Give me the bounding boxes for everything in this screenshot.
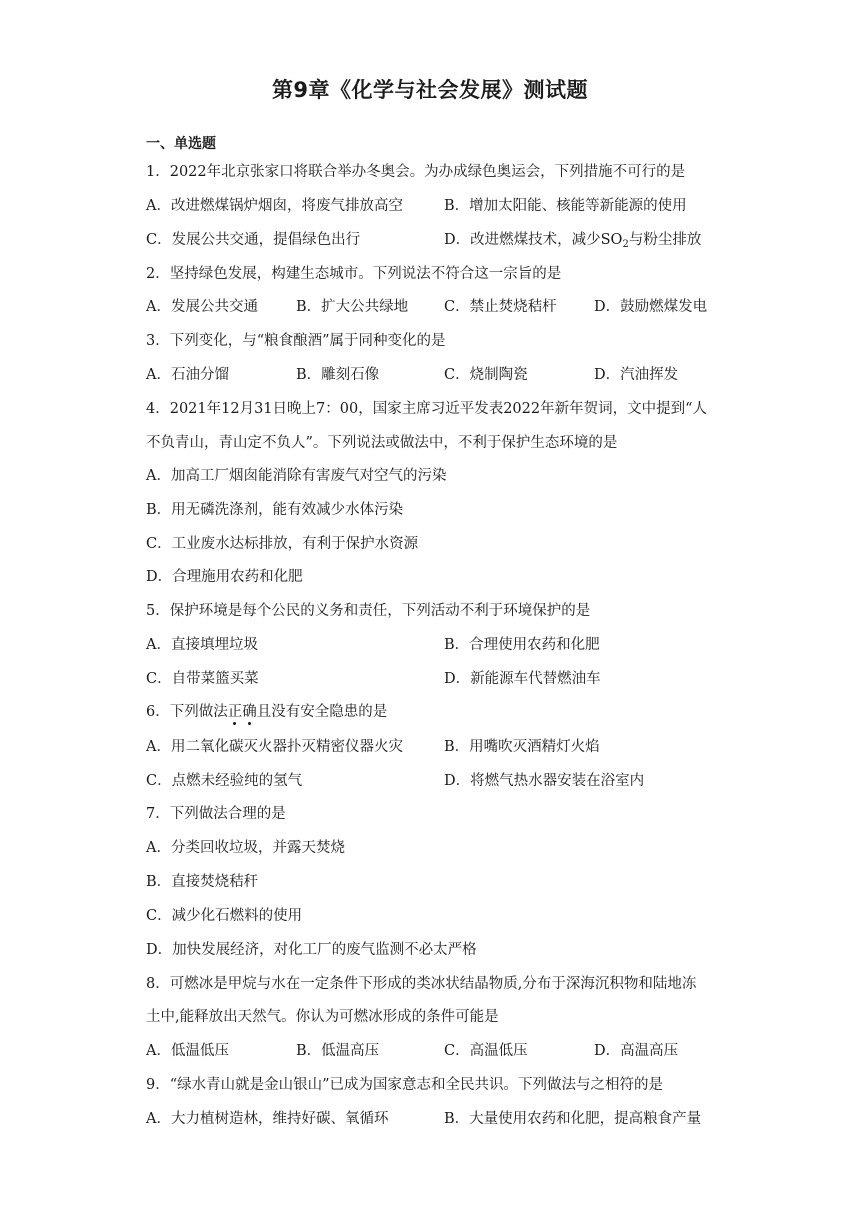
question-9-option-a: A．大力植树造林，维持好碳、氧循环 [146, 1111, 389, 1127]
question-6-option-a: A．用二氧化碳灭火器扑灭精密仪器火灾 [146, 739, 403, 755]
question-1-option-b: B．增加太阳能、核能等新能源的使用 [444, 198, 687, 214]
question-4-stem-line-2: 不负青山，青山定不负人”。下列说法或做法中，不利于保护生态环境的是 [146, 435, 618, 451]
question-2-option-c: C．禁止焚烧秸杆 [444, 299, 557, 315]
question-9-option-b: B．大量使用农药和化肥，提高粮食产量 [444, 1111, 702, 1127]
question-7-option-d: D．加快发展经济，对化工厂的废气监测不必太严格 [146, 942, 477, 958]
question-1-option-c: C．发展公共交通，提倡绿色出行 [146, 232, 361, 248]
question-3-option-d: D．汽油挥发 [594, 367, 679, 383]
question-7-stem: 7．下列做法合理的是 [146, 806, 286, 822]
emphasis-dot-char: 正 [227, 704, 243, 720]
question-2-option-d: D．鼓励燃煤发电 [594, 299, 708, 315]
question-1-stem: 1．2022年北京张家口将联合举办冬奥会。为办成绿色奥运会，下列措施不可行的是 [146, 164, 686, 180]
question-1-option-a: A．改进燃煤锅炉烟囱，将废气排放高空 [146, 198, 403, 214]
question-9-stem: 9．“绿水青山就是金山银山”已成为国家意志和全民共识。下列做法与之相符的是 [146, 1077, 664, 1093]
question-5-option-c: C．自带菜篮买菜 [146, 671, 259, 687]
section-heading: 一、单选题 [146, 136, 216, 152]
question-8-option-d: D．高温高压 [594, 1043, 679, 1059]
question-3-option-a: A．石油分馏 [146, 367, 229, 383]
emphasis-dot-char: 确 [242, 704, 257, 720]
question-7-option-c: C．减少化石燃料的使用 [146, 908, 303, 924]
page-title: 第9章《化学与社会发展》测试题 [271, 78, 589, 102]
question-5-option-b: B．合理使用农药和化肥 [444, 637, 600, 653]
question-3-stem: 3．下列变化，与“粮食酿酒”属于同种变化的是 [146, 333, 446, 349]
question-2-stem: 2．坚持绿色发展，构建生态城市。下列说法不符合这一宗旨的是 [146, 266, 562, 282]
question-5-option-d: D．新能源车代替燃油车 [444, 671, 601, 687]
question-3-option-b: B．雕刻石像 [296, 367, 380, 383]
question-1-option-d: D．改进燃煤技术，减少$SO_2$与粉尘排放 [444, 232, 702, 250]
question-7-option-b: B．直接焚烧秸秆 [146, 874, 259, 890]
question-3-option-c: C．烧制陶瓷 [444, 367, 528, 383]
question-6-option-b: B．用嘴吹灭酒精灯火焰 [444, 739, 600, 755]
question-5-option-a: A．直接填埋垃圾 [146, 637, 258, 653]
question-8-stem-line-2: 土中,能释放出天然气。你认为可燃冰形成的条件可能是 [146, 1009, 499, 1025]
question-8-option-b: B．低温高压 [296, 1043, 380, 1059]
question-8-stem-line-1: 8．可燃冰是甲烷与水在一定条件下形成的类冰状结晶物质,分布于深海沉积物和陆地冻 [146, 976, 697, 992]
question-6-option-c: C．点燃未经验纯的氢气 [146, 773, 303, 789]
question-4-option-a: A．加高工厂烟囱能消除有害废气对空气的污染 [146, 468, 447, 484]
question-8-option-c: C．高温低压 [444, 1043, 528, 1059]
question-4-option-c: C．工业废水达标排放，有利于保护水资源 [146, 536, 419, 552]
question-7-option-a: A．分类回收垃圾，并露天焚烧 [146, 840, 345, 856]
question-5-stem: 5．保护环境是每个公民的义务和责任，下列活动不利于环境保护的是 [146, 603, 591, 619]
question-4-option-d: D．合理施用农药和化肥 [146, 569, 303, 585]
question-2-option-b: B．扩大公共绿地 [296, 299, 409, 315]
question-2-option-a: A．发展公共交通 [146, 299, 258, 315]
question-4-option-b: B．用无磷洗涤剂，能有效减少水体污染 [146, 502, 404, 518]
question-4-stem-line-1: 4．2021年12月31日晚上7：00，国家主席习近平发表2022年新年贺词，文中提到“人 [146, 401, 708, 417]
question-6-stem: 6．下列做法正确且没有安全隐患的是 [146, 704, 388, 720]
question-8-option-a: A．低温低压 [146, 1043, 229, 1059]
question-6-option-d: D．将燃气热水器安装在浴室内 [444, 773, 645, 789]
